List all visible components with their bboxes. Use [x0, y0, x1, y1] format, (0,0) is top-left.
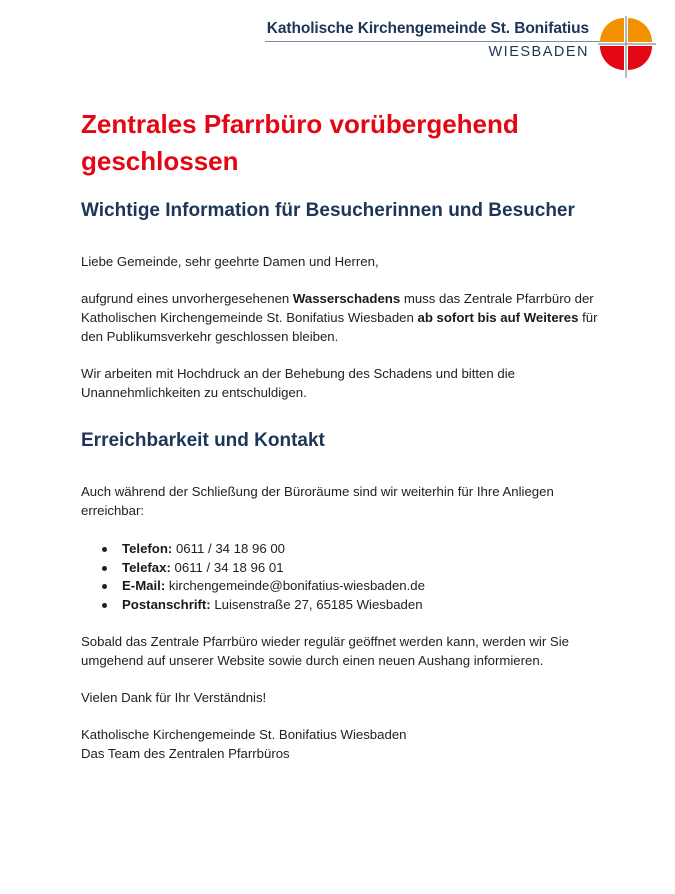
- reopening-paragraph: Sobald das Zentrale Pfarrbüro wieder regulär geöffnet werden kann, werden wir Sie umgehend auf unserer Website sowie durch einen neuen Aushang informieren.: [81, 634, 569, 668]
- contact-label: Postanschrift:: [122, 596, 211, 612]
- notice-body: [81, 100, 601, 763]
- bullet-icon: [102, 547, 107, 552]
- contact-value: Luisenstraße 27, 65185 Wiesbaden: [210, 596, 423, 612]
- contact-phone: [81, 540, 601, 559]
- organization-city: WIESBADEN: [488, 44, 589, 60]
- closure-bold-2: ab sofort bis auf Weiteres: [417, 310, 579, 325]
- contact-intro: Auch während der Schließung der Büroräume sind wir weiterhin für Ihre Anliegen erreichbar:: [81, 484, 554, 518]
- contact-label: Telefon:: [122, 541, 173, 556]
- page-title-line-1: Zentrales Pfarrbüro vorübergehend: [81, 109, 519, 139]
- contact-fax: [81, 559, 601, 578]
- contact-label: Telefax:: [122, 559, 171, 575]
- contact-value: 0611 / 34 18 96 01: [170, 559, 284, 575]
- closure-text-1: aufgrund eines unvorhergesehenen: [81, 291, 293, 306]
- signature: [81, 725, 601, 763]
- bullet-icon: [102, 584, 107, 589]
- contact-value: 0611 / 34 18 96 00: [172, 541, 285, 556]
- letterhead: [0, 0, 675, 90]
- bullet-icon: [102, 603, 107, 608]
- greeting: Liebe Gemeinde, sehr geehrte Damen und Herren,: [81, 254, 379, 269]
- page-title-line-2: geschlossen: [81, 146, 239, 176]
- parish-cross-logo: [598, 16, 658, 78]
- signature-line-1: Katholische Kirchengemeinde St. Bonifatius Wiesbaden: [81, 727, 407, 742]
- closure-bold-1: Wasserschadens: [292, 291, 401, 306]
- bullet-icon: [102, 566, 107, 571]
- signature-line-2: Das Team des Zentralen Pfarrbüros: [81, 746, 290, 761]
- contact-postal-address: [81, 596, 601, 615]
- apology-paragraph: Wir arbeiten mit Hochdruck an der Behebung des Schadens und bitten die Unannehmlichkeiten zu entschuldigen.: [81, 366, 515, 400]
- notice-subtitle: Wichtige Information für Besucherinnen und Besucher: [81, 200, 575, 221]
- contact-email: [81, 577, 601, 596]
- page-title: [81, 100, 601, 186]
- contact-value: kirchengemeinde@bonifatius-wiesbaden.de: [165, 578, 425, 593]
- header-divider: [265, 41, 620, 42]
- thanks-line: Vielen Dank für Ihr Verständnis!: [81, 690, 267, 705]
- organization-name: Katholische Kirchengemeinde St. Bonifatius: [266, 20, 589, 37]
- closure-text-3: für den Publikumsverkehr geschlossen bleiben.: [81, 310, 598, 344]
- closure-paragraph: [81, 289, 601, 346]
- contact-list: [81, 540, 601, 614]
- contact-section-title: Erreichbarkeit und Kontakt: [81, 430, 325, 451]
- contact-label: E-Mail:: [122, 578, 166, 593]
- closure-text-2: muss das Zentrale Pfarrbüro der Katholischen Kirchengemeinde St. Bonifatius Wiesbaden: [81, 291, 594, 325]
